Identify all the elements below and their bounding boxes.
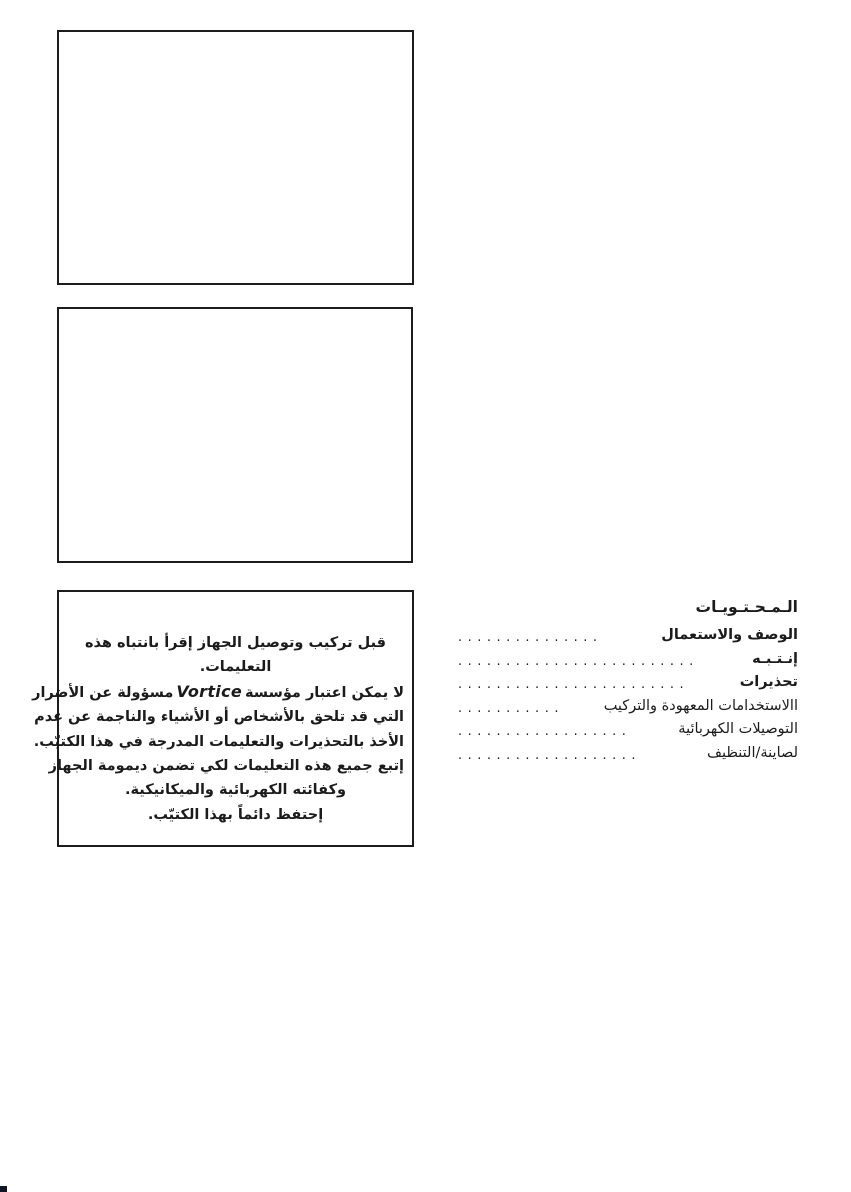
dot-leader: .................. xyxy=(458,724,632,739)
toc-item-electrical-connections xyxy=(458,721,798,745)
warning-line: قبل تركيب وتوصيل الجهاز إقرأ بانتباه هذه xyxy=(84,635,387,651)
warning-line: التي قد تلحق بالأشخاص أو الأشياء والناجمة عن عدم xyxy=(34,709,404,726)
warning-line-segment: مسؤولة عن الأضرار xyxy=(32,684,174,701)
toc-item-label: التوصيلات الكهربائية xyxy=(678,721,798,737)
dot-leader: ........... xyxy=(458,700,564,716)
warning-line: إحتفظ دائماً بهذا الكتيّب. xyxy=(147,806,324,823)
toc-item-attention xyxy=(458,651,798,675)
brand-name: Vortice xyxy=(176,681,243,701)
toc-item-warnings xyxy=(458,674,798,698)
dot-leader: ......................... xyxy=(458,653,699,669)
toc-item-standard-uses-and-installation xyxy=(458,698,798,722)
dot-leader: ............... xyxy=(458,630,603,645)
dot-leader: ........................ xyxy=(458,677,690,692)
warning-line: وكفائته الكهربائية والميكانيكية. xyxy=(124,782,347,799)
warning-line: إتبع جميع هذه التعليمات لكي تضمن ديمومة الجهاز xyxy=(48,758,404,775)
warning-line: الأخذ بالتحذيرات والتعليمات المدرجة في هذا الكتيّب. xyxy=(33,733,404,750)
scan-artifact-mark xyxy=(0,1186,7,1192)
toc-item-label: الوصف والاستعمال xyxy=(661,627,798,643)
dot-leader: ................... xyxy=(458,747,642,763)
figure-box-1 xyxy=(57,30,414,285)
warning-line-segment: لا يمكن اعتبار مؤسسة xyxy=(245,684,404,701)
toc-item-label: االاستخدامات المعهودة والتركيب xyxy=(603,697,798,714)
figure-box-2 xyxy=(57,307,413,563)
warning-line xyxy=(32,680,404,705)
toc-item-description-and-use xyxy=(458,627,798,651)
table-of-contents xyxy=(458,598,798,768)
toc-title: الـمـحـتـويـات xyxy=(695,598,798,616)
warning-line: التعليمات. xyxy=(199,659,272,676)
toc-item-label: تحذيرات xyxy=(739,674,798,690)
toc-item-label: لصاينة/التنظيف xyxy=(707,744,798,761)
warning-box xyxy=(32,590,414,847)
toc-item-maintenance-cleaning xyxy=(458,745,798,769)
toc-item-label: إنـتـبـه xyxy=(752,650,798,667)
